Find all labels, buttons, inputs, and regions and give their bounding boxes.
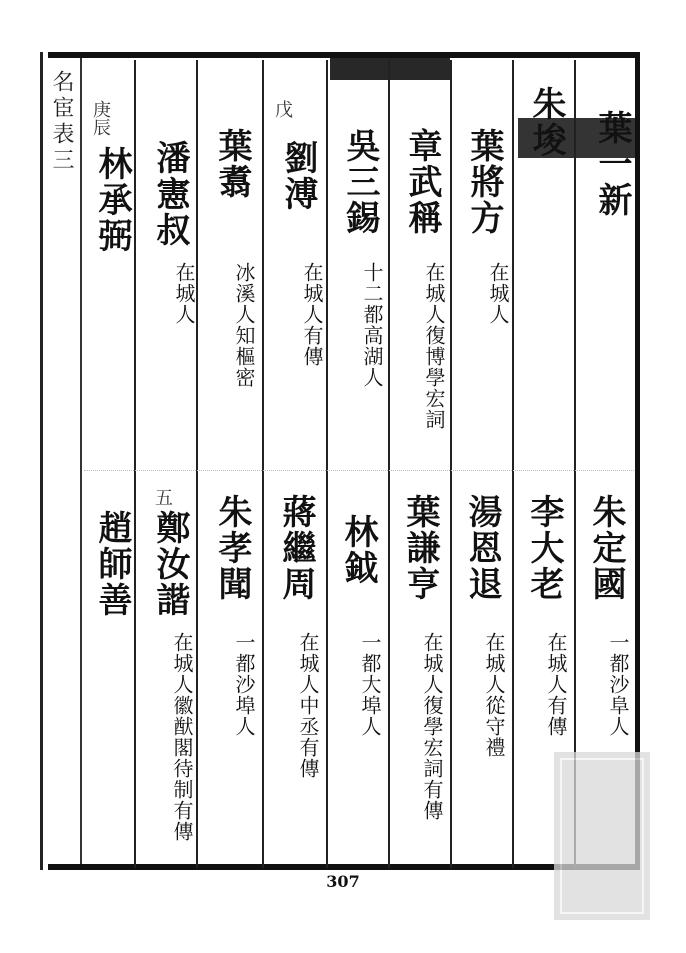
- upper-entry-note: 在城人: [486, 262, 510, 325]
- upper-entry-name: 朱埈: [526, 86, 566, 158]
- register-divider: [84, 470, 634, 472]
- lower-entry-note: 一都沙埠人: [232, 632, 256, 737]
- lower-entry-name: 李大老: [524, 494, 564, 602]
- column-rule: [574, 60, 576, 868]
- lower-entry-note: 在城人中丞有傳: [296, 632, 320, 779]
- upper-entry-note: 在城人有傳: [300, 262, 324, 367]
- lower-entry-note: 一都大埠人: [358, 632, 382, 737]
- upper-entry-name: 潘憲叔: [150, 140, 190, 248]
- upper-entry-note: 在城人: [172, 262, 196, 325]
- upper-entry-name: 葉一新: [592, 110, 632, 218]
- lower-entry-note: 在城人復學宏詞有傳: [420, 632, 444, 821]
- lower-entry-name: 湯恩退: [462, 494, 502, 602]
- upper-entry-note: 在城人復博學宏詞: [422, 262, 446, 430]
- upper-entry-name: 劉溥: [278, 140, 318, 212]
- lower-entry-name: 林鉞: [338, 514, 378, 586]
- column-rule: [196, 60, 198, 868]
- upper-entry-note: 冰溪人知樞密: [232, 262, 256, 388]
- column-rule: [388, 60, 390, 868]
- column-rule: [326, 60, 328, 868]
- lower-entry-name: 朱孝聞: [212, 494, 252, 602]
- upper-entry-name: 吳三錫: [340, 128, 380, 236]
- upper-entry-name: 葉將方: [464, 128, 504, 236]
- page-number: 307: [326, 872, 360, 891]
- lower-entry-name: 葉謙亨: [400, 494, 440, 602]
- year-mark: 五: [152, 488, 173, 506]
- upper-entry-note: 十二都高湖人: [360, 262, 384, 388]
- lower-entry-note: 一都沙阜人: [606, 632, 630, 737]
- column-rule: [512, 60, 514, 868]
- column-rule: [134, 60, 136, 868]
- library-seal: [554, 752, 650, 920]
- column-rule: [262, 60, 264, 868]
- ink-blot: [330, 58, 450, 80]
- column-rule: [450, 60, 452, 868]
- year-mark: 庚辰: [90, 100, 111, 136]
- lower-entry-note: 在城人有傳: [544, 632, 568, 737]
- lower-entry-note: 在城人徽猷閣待制有傳: [170, 632, 194, 842]
- fold-title: 名宦表三: [49, 70, 74, 174]
- upper-entry-name: 林承弼: [92, 146, 132, 254]
- lower-entry-note: 在城人從守禮: [482, 632, 506, 758]
- year-mark: 戊: [272, 100, 293, 118]
- lower-entry-name: 鄭汝諧: [150, 510, 190, 618]
- lower-entry-name: 趙師善: [92, 510, 132, 618]
- lower-entry-name: 朱定國: [586, 494, 626, 602]
- lower-entry-name: 蔣繼周: [276, 494, 316, 602]
- upper-entry-name: 葉翥: [212, 128, 252, 200]
- upper-entry-name: 章武稱: [402, 128, 442, 236]
